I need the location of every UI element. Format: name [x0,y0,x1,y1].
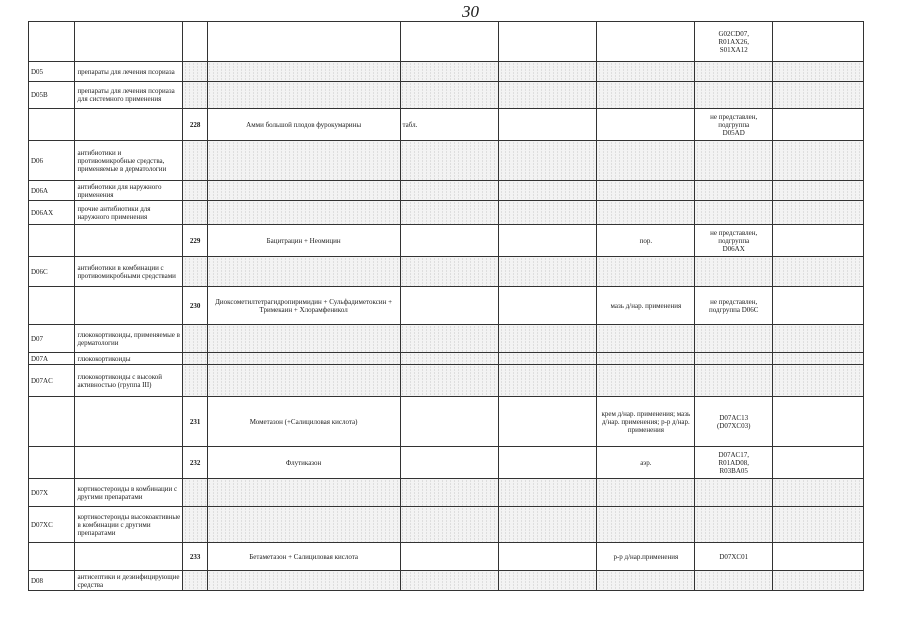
inn-cell [207,22,400,62]
inn-cell [207,507,400,543]
empty-cell [499,353,597,365]
row-number-cell [183,82,207,109]
atc-code-cell [29,22,75,62]
atc-reference-cell [695,201,773,225]
inn-cell [207,201,400,225]
atc-code-cell: D07 [29,325,75,353]
inn-cell: Диоксометилтетрагидропиримидин + Сульфадиметоксин + Тримекаин + Хлорамфеникол [207,287,400,325]
empty-cell [499,201,597,225]
row-number-cell [183,181,207,201]
atc-code-cell: D06C [29,257,75,287]
notes-cell [773,447,864,479]
group-name-cell: кортикостероиды высокоактивные в комбинации с другими препаратами [75,507,183,543]
inn-cell [207,181,400,201]
dosage-form-alt-cell [597,201,695,225]
empty-cell [499,287,597,325]
row-number-cell: 231 [183,397,207,447]
atc-code-cell: D07XC [29,507,75,543]
notes-cell [773,201,864,225]
row-number-cell [183,22,207,62]
notes-cell [773,141,864,181]
row-number-cell: 232 [183,447,207,479]
atc-reference-cell: D07XC01 [695,543,773,571]
group-name-cell: глюкокортикоиды [75,353,183,365]
atc-code-cell [29,225,75,257]
table-row [29,353,864,365]
inn-cell: Флутиказон [207,447,400,479]
group-name-cell: глюкокортикоиды, применяемые в дерматологии [75,325,183,353]
group-name-cell: препараты для лечения псориаза для системного применения [75,82,183,109]
table-row [29,365,864,397]
inn-cell [207,62,400,82]
notes-cell [773,22,864,62]
row-number-cell: 228 [183,109,207,141]
inn-cell [207,479,400,507]
group-name-cell: антибиотики и противомикробные средства, применяемые в дерматологии [75,141,183,181]
dosage-form-alt-cell [597,181,695,201]
atc-code-cell [29,543,75,571]
table-row [29,109,864,141]
group-name-cell: кортикостероиды в комбинации с другими препаратами [75,479,183,507]
notes-cell [773,571,864,591]
row-number-cell [183,62,207,82]
dosage-form-cell [400,543,499,571]
row-number-cell [183,365,207,397]
atc-reference-cell [695,353,773,365]
inn-cell: Бацитрацин + Неомицин [207,225,400,257]
empty-cell [499,571,597,591]
empty-cell [499,325,597,353]
group-name-cell [75,543,183,571]
table-row [29,447,864,479]
dosage-form-cell [400,397,499,447]
row-number-cell [183,325,207,353]
dosage-form-alt-cell [597,62,695,82]
atc-code-cell: D06A [29,181,75,201]
dosage-form-cell [400,82,499,109]
group-name-cell: антибиотики в комбинации с противомикробными средствами [75,257,183,287]
empty-cell [499,225,597,257]
dosage-form-alt-cell [597,141,695,181]
atc-reference-cell [695,325,773,353]
dosage-form-cell [400,287,499,325]
table-row [29,82,864,109]
inn-cell [207,571,400,591]
inn-cell [207,365,400,397]
group-name-cell [75,225,183,257]
inn-cell [207,353,400,365]
empty-cell [499,82,597,109]
group-name-cell: прочие антибиотики для наружного применения [75,201,183,225]
notes-cell [773,365,864,397]
notes-cell [773,543,864,571]
atc-reference-cell: D07AC13 (D07XC03) [695,397,773,447]
row-number-cell [183,507,207,543]
group-name-cell [75,22,183,62]
atc-code-cell [29,447,75,479]
atc-code-cell: D06 [29,141,75,181]
table-row [29,397,864,447]
empty-cell [499,397,597,447]
dosage-form-alt-cell [597,82,695,109]
notes-cell [773,287,864,325]
atc-reference-cell [695,257,773,287]
dosage-form-alt-cell: крем д/нар. применения; мазь д/нар. применения; р-р д/нар. применения [597,397,695,447]
atc-reference-cell [695,571,773,591]
notes-cell [773,479,864,507]
dosage-form-cell [400,325,499,353]
atc-code-cell [29,397,75,447]
empty-cell [499,507,597,543]
atc-code-cell: D08 [29,571,75,591]
notes-cell [773,397,864,447]
dosage-form-cell [400,62,499,82]
row-number-cell [183,571,207,591]
table-row [29,62,864,82]
group-name-cell: антисептики и дезинфицирующие средства [75,571,183,591]
group-name-cell: глюкокортикоиды с высокой активностью (группа III) [75,365,183,397]
dosage-form-alt-cell: мазь д/нар. применения [597,287,695,325]
dosage-form-alt-cell [597,365,695,397]
atc-code-cell: D07X [29,479,75,507]
drug-classification-table [28,21,864,591]
dosage-form-cell [400,22,499,62]
empty-cell [499,181,597,201]
empty-cell [499,447,597,479]
dosage-form-alt-cell [597,353,695,365]
row-number-cell [183,201,207,225]
row-number-cell [183,141,207,181]
dosage-form-alt-cell [597,571,695,591]
atc-code-cell: D05B [29,82,75,109]
atc-reference-cell [695,479,773,507]
inn-cell [207,325,400,353]
table-row [29,141,864,181]
atc-reference-cell [695,507,773,543]
notes-cell [773,82,864,109]
atc-reference-cell: не представлен, подгруппа D06C [695,287,773,325]
group-name-cell: антибиотики для наружного применения [75,181,183,201]
dosage-form-alt-cell [597,22,695,62]
dosage-form-alt-cell: пор. [597,225,695,257]
table-row [29,201,864,225]
table-row [29,225,864,257]
dosage-form-cell [400,571,499,591]
atc-reference-cell [695,141,773,181]
table-row [29,325,864,353]
inn-cell [207,141,400,181]
atc-code-cell: D07AC [29,365,75,397]
inn-cell [207,257,400,287]
table-row [29,543,864,571]
table-row [29,257,864,287]
notes-cell [773,353,864,365]
atc-reference-cell [695,181,773,201]
dosage-form-alt-cell [597,507,695,543]
inn-cell: Бетаметазон + Салициловая кислота [207,543,400,571]
notes-cell [773,109,864,141]
dosage-form-cell [400,257,499,287]
group-name-cell [75,397,183,447]
dosage-form-cell [400,201,499,225]
atc-reference-cell [695,82,773,109]
empty-cell [499,365,597,397]
notes-cell [773,325,864,353]
atc-reference-cell [695,62,773,82]
dosage-form-cell [400,181,499,201]
dosage-form-alt-cell: р-р д/нар.применения [597,543,695,571]
table-row [29,181,864,201]
table-row [29,22,864,62]
atc-code-cell: D07A [29,353,75,365]
atc-code-cell [29,287,75,325]
group-name-cell [75,109,183,141]
notes-cell [773,181,864,201]
dosage-form-alt-cell: аэр. [597,447,695,479]
atc-code-cell: D06AX [29,201,75,225]
atc-code-cell: D05 [29,62,75,82]
notes-cell [773,225,864,257]
notes-cell [773,62,864,82]
inn-cell: Мометазон (+Салициловая кислота) [207,397,400,447]
dosage-form-cell [400,225,499,257]
row-number-cell: 229 [183,225,207,257]
empty-cell [499,109,597,141]
row-number-cell [183,479,207,507]
row-number-cell [183,257,207,287]
empty-cell [499,22,597,62]
row-number-cell [183,353,207,365]
row-number-cell: 233 [183,543,207,571]
atc-reference-cell [695,365,773,397]
group-name-cell: препараты для лечения псориаза [75,62,183,82]
dosage-form-cell [400,141,499,181]
empty-cell [499,62,597,82]
row-number-cell: 230 [183,287,207,325]
dosage-form-alt-cell [597,479,695,507]
page-number: 30 [462,2,479,21]
atc-reference-cell: G02CD07, R01AX26, S01XA12 [695,22,773,62]
dosage-form-alt-cell [597,257,695,287]
table-row [29,287,864,325]
dosage-form-alt-cell [597,109,695,141]
group-name-cell [75,447,183,479]
inn-cell [207,82,400,109]
empty-cell [499,141,597,181]
dosage-form-cell [400,365,499,397]
empty-cell [499,257,597,287]
table-row [29,507,864,543]
notes-cell [773,257,864,287]
empty-cell [499,543,597,571]
atc-reference-cell: не представлен, подгруппа D05AD [695,109,773,141]
table-row [29,479,864,507]
dosage-form-cell [400,507,499,543]
table-row [29,571,864,591]
dosage-form-alt-cell [597,325,695,353]
atc-reference-cell: не представлен, подгруппа D06AX [695,225,773,257]
notes-cell [773,507,864,543]
empty-cell [499,479,597,507]
dosage-form-cell [400,479,499,507]
atc-code-cell [29,109,75,141]
atc-reference-cell: D07AC17, R01AD08, R03BA05 [695,447,773,479]
inn-cell: Амми большой плодов фурокумарины [207,109,400,141]
dosage-form-cell: табл. [400,109,499,141]
group-name-cell [75,287,183,325]
dosage-form-cell [400,447,499,479]
dosage-form-cell [400,353,499,365]
